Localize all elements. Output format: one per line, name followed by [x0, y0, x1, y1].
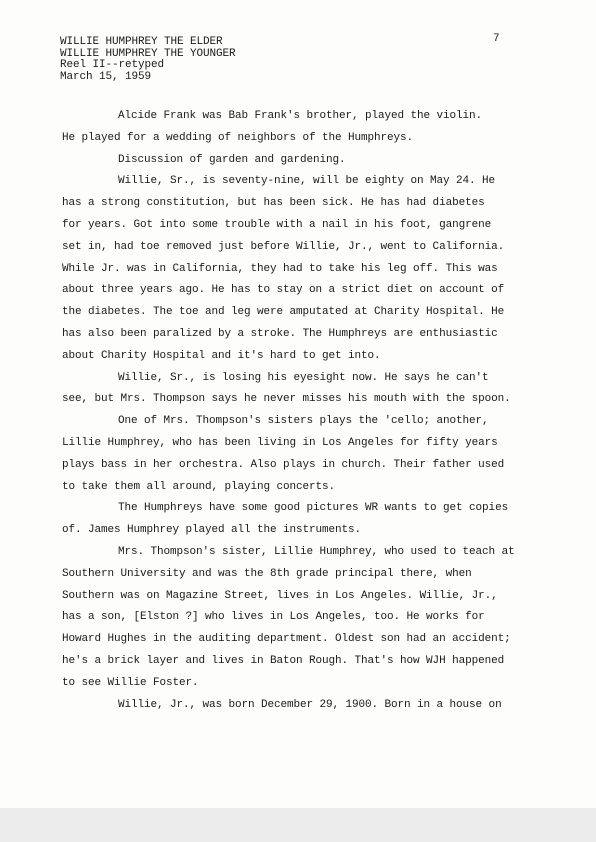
paragraph-8: Mrs. Thompson's sister, Lillie Humphrey, who used to teach at Southern University and was the 8th grade principal there, when Southern was on Magazine Street, lives in Los Angeles. Willie, Jr., has a son, [Elston ?] who lives in Los Angeles, too. He works for Howard Hughes in the auditing department. Oldest son had an accident; he's a brick layer and lives in Baton Rough. That's how WJH happened to see Willie Foster.: [62, 545, 515, 689]
paragraph-7: The Humphreys have some good pictures WR wants to get copies of. James Humphrey played all the instruments.: [62, 502, 509, 537]
paragraph-5: Willie, Sr., is losing his eyesight now. He says he can't see, but Mrs. Thompson says he never misses his mouth with the spoon.: [62, 371, 511, 406]
paragraph-3: Discussion of garden and gardening.: [118, 153, 346, 166]
paragraph-6: One of Mrs. Thompson's sisters plays the 'cello; another, Lillie Humphrey, who has been living in Los Angeles for fifty years plays bass in her orchestra. Also plays in church. Their father used to take them all around, playing concerts.: [62, 415, 505, 493]
paragraph-2: He played for a wedding of neighbors of the Humphreys.: [62, 131, 414, 144]
document-header: [60, 37, 236, 83]
paragraph-9: Willie, Jr., was born December 29, 1900. Born in a house on: [118, 698, 502, 711]
page-number: 7: [493, 33, 500, 45]
scan-bottom-border: [0, 808, 596, 842]
paragraph-1: Alcide Frank was Bab Frank's brother, played the violin.: [118, 110, 483, 122]
header-line-4: March 15, 1959: [60, 70, 152, 83]
header-line-1: WILLIE HUMPHREY THE ELDER: [60, 36, 223, 48]
paragraph-4: Willie, Sr., is seventy-nine, will be eighty on May 24. He has a strong constitution, but has been sick. He has had diabetes for years. Got into some trouble with a nail in his foot, gangrene set in, had toe removed just before Willie, Jr., went to California. While Jr. was in California, they had to take his leg off. This was about three years ago. He has to stay on a strict diet on account of the diabetes. The toe and leg were amputated at Charity Hospital. He has also been paralized by a stroke. The Humphreys are enthusiastic about Charity Hospital and it's hard to get into.: [62, 175, 505, 362]
header-line-2: WILLIE HUMPHREY THE YOUNGER: [60, 47, 236, 60]
header-line-3: Reel II--retyped: [60, 59, 165, 71]
body-text: [62, 106, 532, 716]
